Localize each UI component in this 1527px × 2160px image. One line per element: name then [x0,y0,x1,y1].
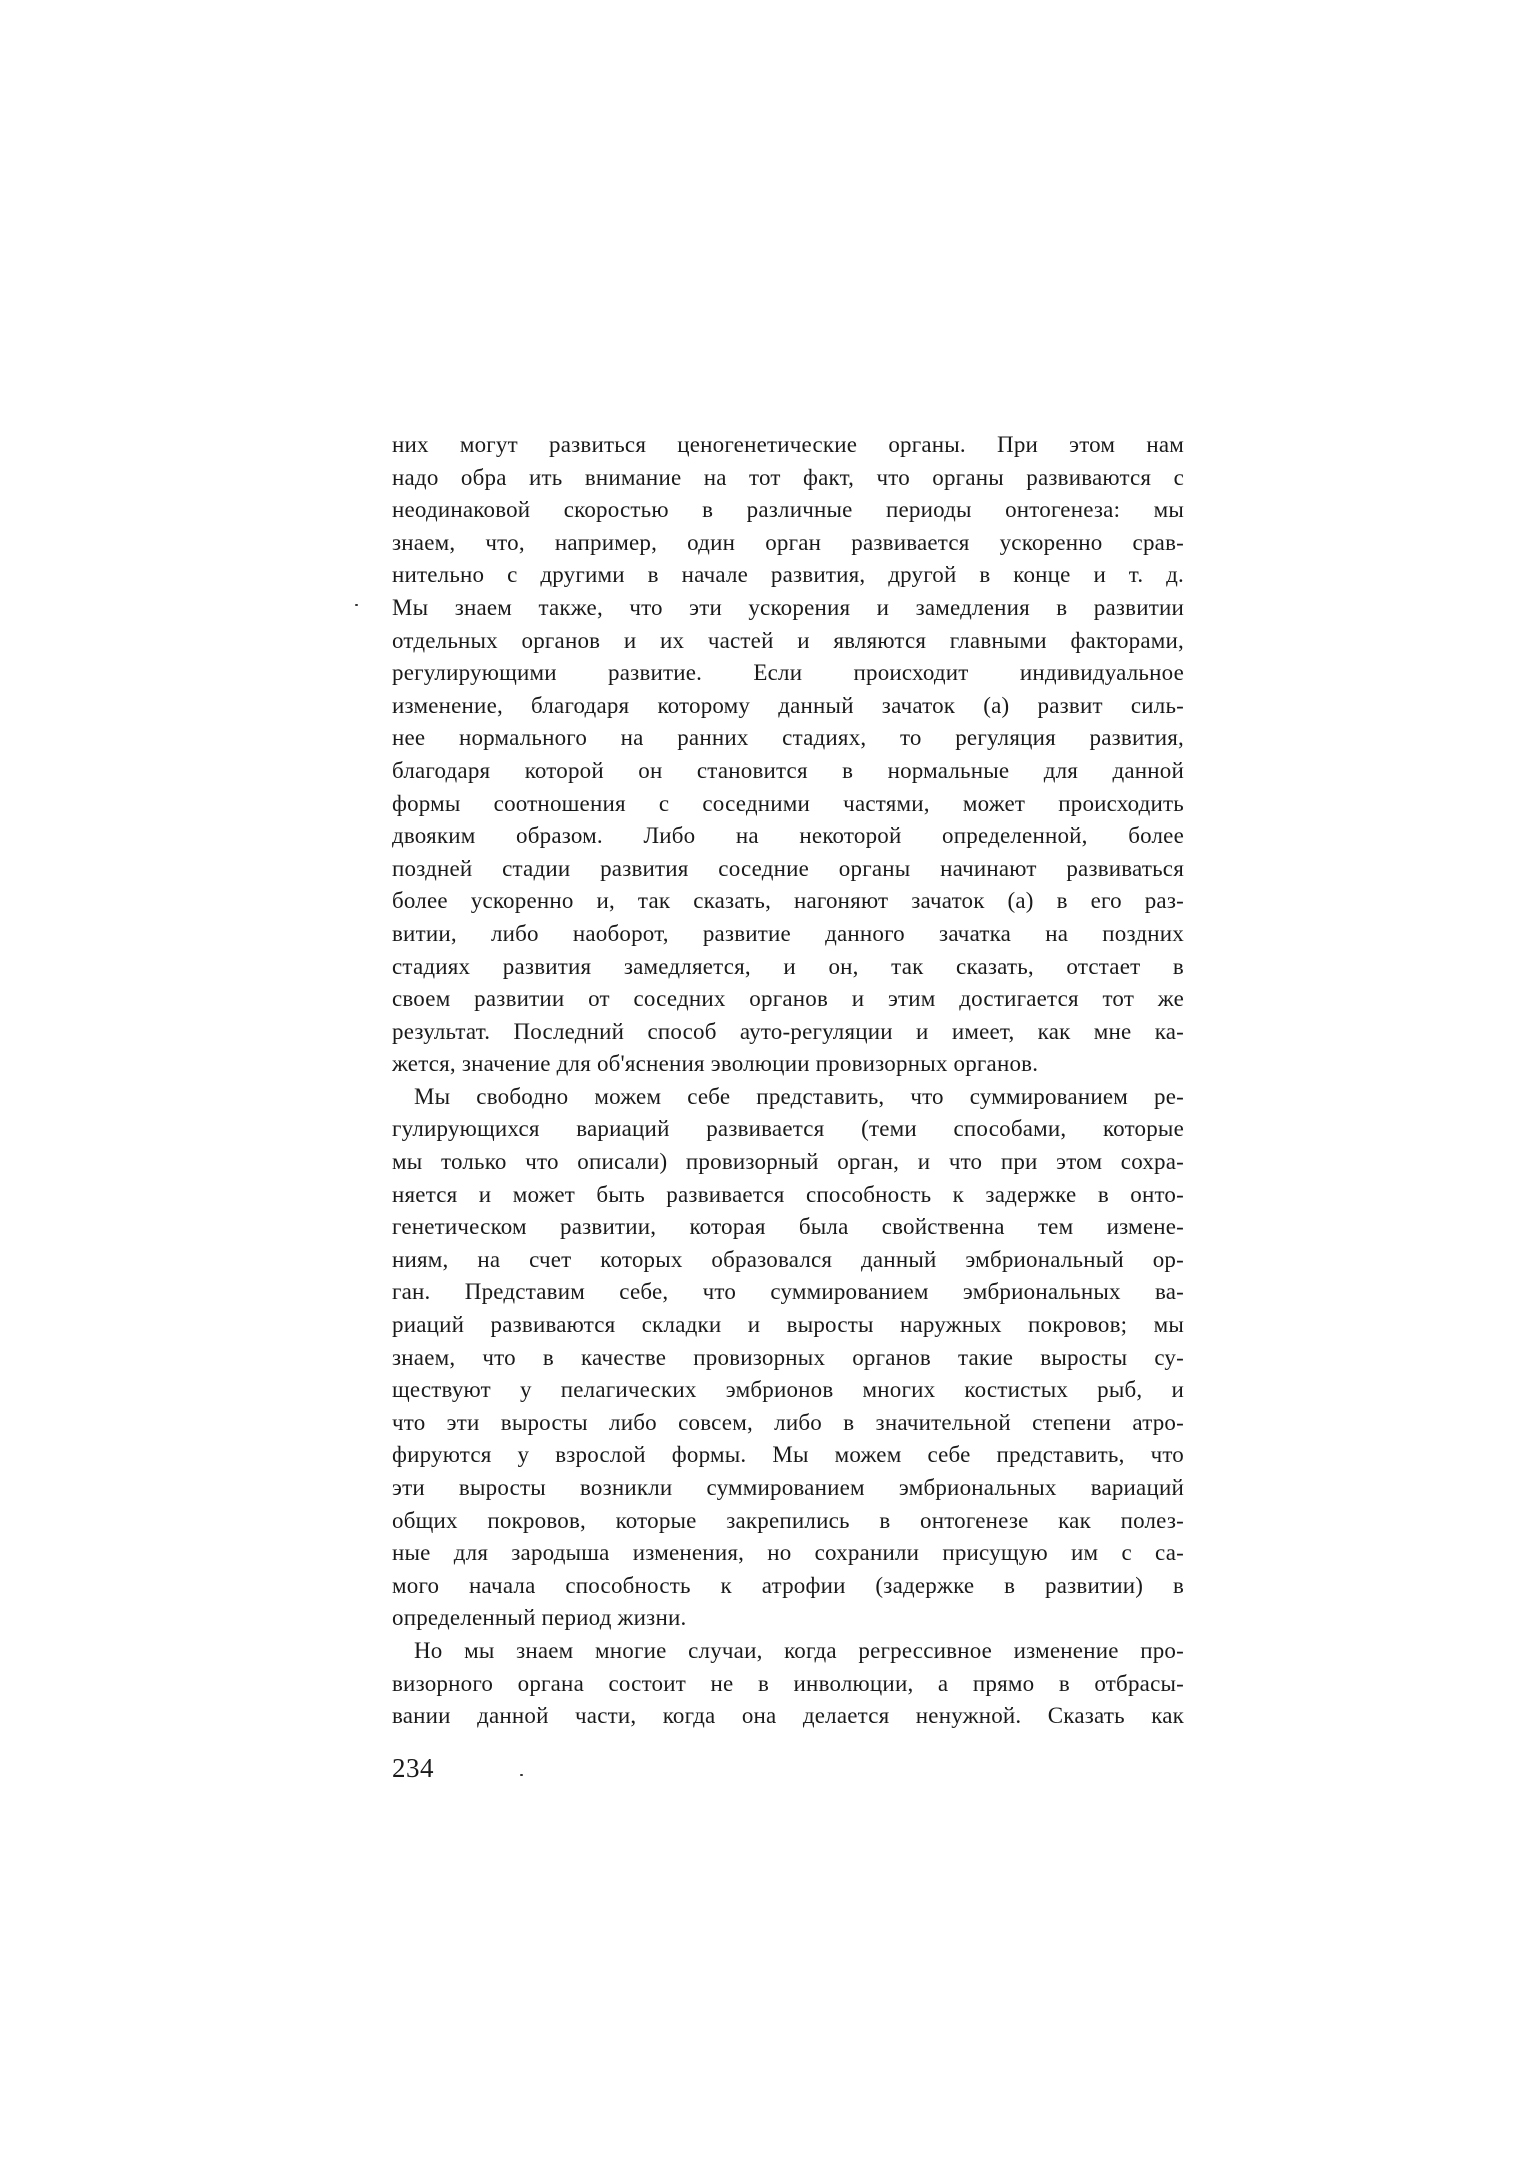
text-line: ные для зародыша изменения, но сохранили присущую им с са- [392,1540,1184,1566]
text-line: своем развитии от соседних органов и этим достигается тот же [392,986,1184,1012]
text-line: общих покровов, которые закрепились в онтогенезе как полез- [392,1507,1184,1533]
print-speck [355,604,358,606]
page-number: 234 [392,1753,434,1783]
text-line: знаем, что в качестве провизорных органов такие выросты су- [392,1344,1184,1370]
text-line: изменение, благодаря которому данный зачаток (а) развит силь- [392,692,1184,718]
text-line: результат. Последний способ ауто-регуляции и имеет, как мне ка- [392,1018,1184,1044]
text-line: витии, либо наоборот, развитие данного зачатка на поздних [392,920,1184,946]
text-line: определенный период жизни. [392,1605,687,1631]
text-line: нее нормального на ранних стадиях, то регуляция развития, [392,725,1184,751]
text-line: Мы свободно можем себе представить, что суммированием ре- [414,1083,1184,1109]
text-line: нительно с другими в начале развития, другой в конце и т. д. [392,562,1184,588]
text-line: генетическом развитии, которая была свойственна тем измене- [392,1214,1184,1240]
paragraph [392,429,1184,1081]
text-line: поздней стадии развития соседние органы начинают развиваться [392,855,1184,881]
text-line: ниям, на счет которых образовался данный эмбриональный ор- [392,1246,1184,1272]
text-line: надо обра ить внимание на тот факт, что органы развиваются с [392,464,1184,490]
text-line: Но мы знаем многие случаи, когда регрессивное изменение про- [414,1637,1184,1663]
paragraph [392,1635,1184,1733]
text-line: гулирующихся вариаций развивается (теми способами, которые [392,1116,1184,1142]
text-line: мы только что описали) провизорный орган, и что при этом сохра- [392,1149,1184,1175]
text-line: ган. Представим себе, что суммированием эмбриональных ва- [392,1279,1184,1305]
text-line: что эти выросты либо совсем, либо в значительной степени атро- [392,1409,1184,1435]
text-line: мого начала способность к атрофии (задержке в развитии) в [392,1572,1184,1598]
text-line: двояким образом. Либо на некоторой определенной, более [392,823,1184,849]
text-line: вании данной части, когда она делается ненужной. Сказать как [392,1703,1184,1729]
text-line: более ускоренно и, так сказать, нагоняют зачаток (а) в его раз- [392,888,1184,914]
text-line: жется, значение для об'яснения эволюции провизорных органов. [392,1051,1039,1077]
text-line: отдельных органов и их частей и являются главными факторами, [392,627,1184,653]
print-speck [520,1774,523,1776]
text-line: Мы знаем также, что эти ускорения и замедления в развитии [392,594,1184,620]
text-line: них могут развиться ценогенетические органы. При этом нам [392,432,1184,457]
text-line: знаем, что, например, один орган развивается ускоренно срав- [392,529,1184,555]
text-line: эти выросты возникли суммированием эмбриональных вариаций [392,1475,1184,1500]
text-line: няется и может быть развивается способность к задержке в онто- [392,1181,1184,1207]
text-line: риаций развиваются складки и выросты наружных покровов; мы [392,1312,1184,1338]
text-line: ществуют у пелагических эмбрионов многих костистых рыб, и [392,1377,1184,1403]
text-line: формы соотношения с соседними частями, может происходить [392,790,1184,816]
text-line: фируются у взрослой формы. Мы можем себе представить, что [392,1442,1184,1468]
paragraph [392,1081,1184,1635]
text-line: регулирующими развитие. Если происходит индивидуальное [392,660,1184,686]
text-line: благодаря которой он становится в нормальные для данной [392,757,1184,783]
text-line: визорного органа состоит не в инволюции, а прямо в отбрасы- [392,1670,1184,1696]
text-line: стадиях развития замедляется, и он, так сказать, отстает в [392,953,1184,979]
body-text [392,429,1184,1733]
text-line: неодинаковой скоростью в различные периоды онтогенеза: мы [392,497,1184,523]
